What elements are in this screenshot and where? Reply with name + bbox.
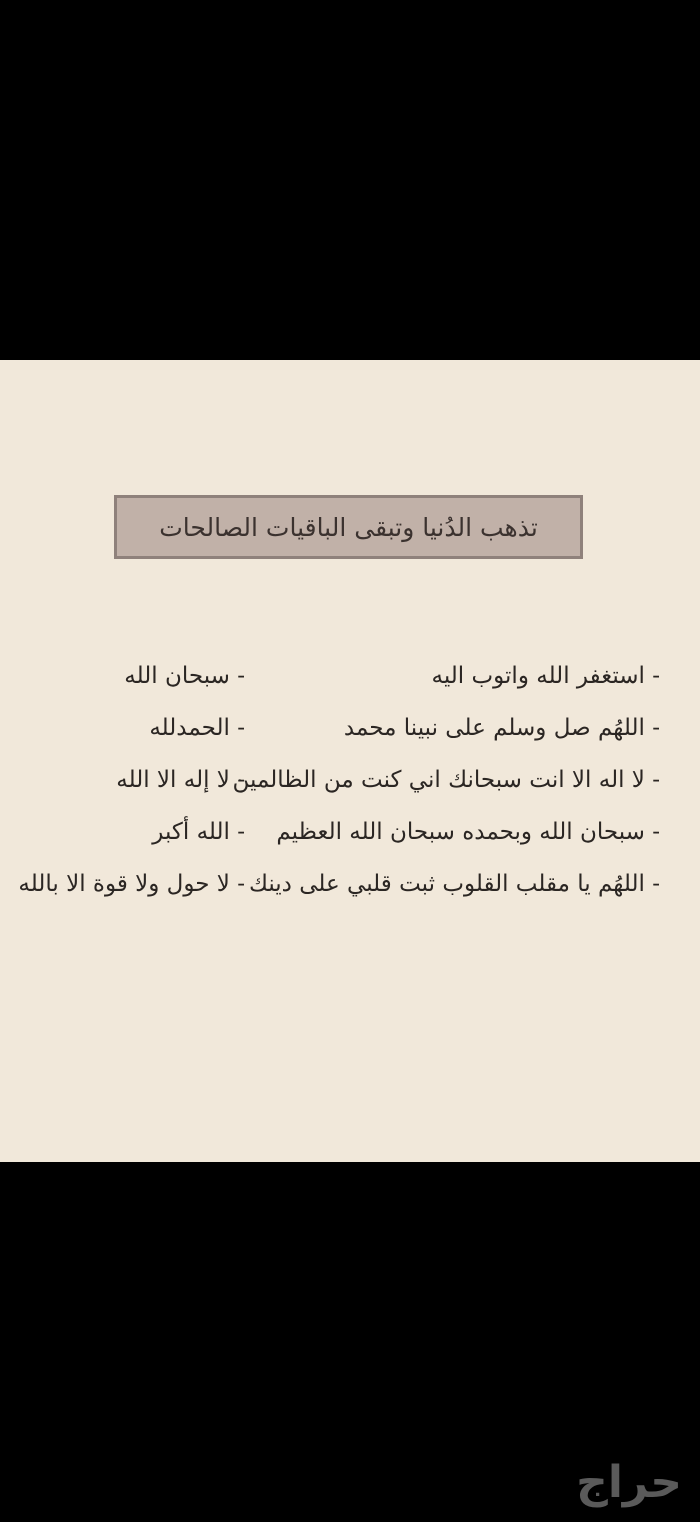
list-item: - سبحان الله وبحمده سبحان الله العظيم [276,819,660,845]
bottom-black-band [0,1162,700,1522]
content-card [0,360,700,1162]
page-title: تذهب الدُنيا وتبقى الباقيات الصالحات [159,512,538,542]
list-item: - لا حول ولا قوة الا بالله [18,871,245,897]
left-column-list [5,650,245,910]
top-black-band [0,0,700,360]
title-box [114,495,583,559]
list-item: - اللهُم صل وسلم على نبينا محمد [343,715,660,741]
list-item: - الحمدلله [149,715,245,741]
list-item: - لا إله الا الله [116,767,245,793]
list-item: - لا اله الا انت سبحانك اني كنت من الظالمين [232,767,660,793]
list-item: - استغفر الله واتوب اليه [431,663,660,689]
list-item: - اللهُم يا مقلب القلوب ثبت قلبي على دينك [248,871,660,897]
right-column-list [232,650,660,910]
list-item: - سبحان الله [124,663,245,689]
watermark-logo: حراج [576,1457,682,1508]
list-item: - الله أكبر [152,819,245,845]
